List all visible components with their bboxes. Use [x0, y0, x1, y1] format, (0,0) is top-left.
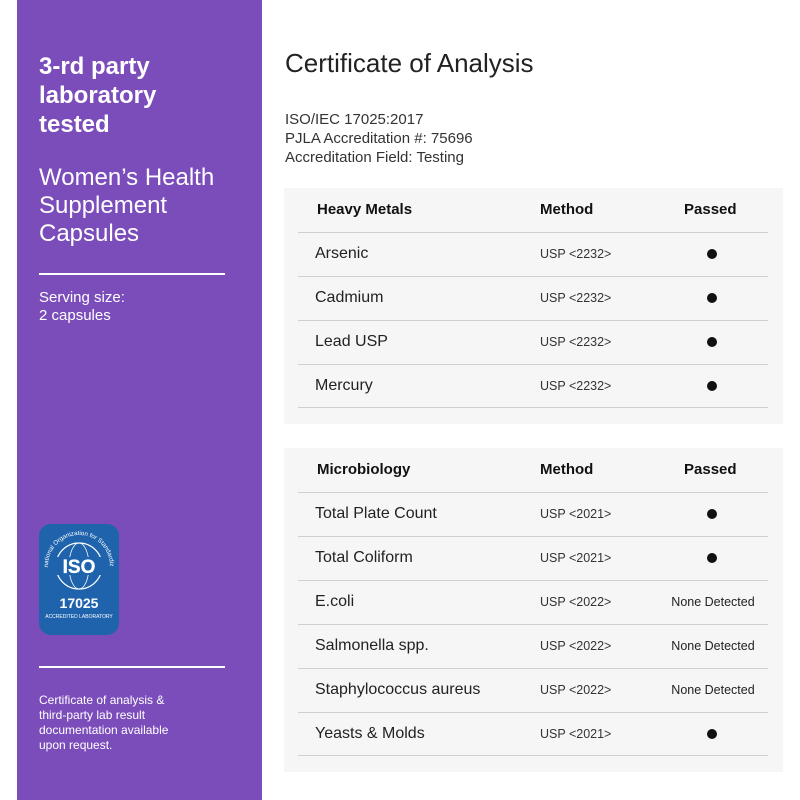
- table-row: [298, 492, 768, 536]
- test-name: Yeasts & Molds: [315, 725, 425, 742]
- test-name: Arsenic: [315, 245, 369, 262]
- serving-line: 2 capsules: [39, 307, 111, 324]
- test-method: USP <2022>: [540, 639, 612, 653]
- test-name: Mercury: [315, 377, 373, 394]
- table-row: [298, 712, 768, 756]
- test-method: USP <2232>: [540, 291, 612, 305]
- heading-line: laboratory: [39, 82, 157, 109]
- serving-line: Serving size:: [39, 289, 125, 306]
- serving-size: [39, 289, 239, 325]
- lab-tested-heading: [39, 52, 254, 139]
- divider: [39, 666, 225, 668]
- test-method: USP <2021>: [540, 727, 612, 741]
- column-header-passed: Passed: [684, 461, 737, 478]
- test-name: Total Coliform: [315, 549, 413, 566]
- test-method: USP <2021>: [540, 551, 612, 565]
- badge-arc-text: national Organization for Standardiz: [42, 529, 116, 568]
- iso-17025-badge: [39, 524, 119, 635]
- iso-badge-graphic: [39, 524, 119, 635]
- column-header-name: Heavy Metals: [317, 201, 413, 218]
- table-row: [298, 624, 768, 668]
- product-line: Supplement: [39, 192, 168, 219]
- table-header: [284, 188, 783, 232]
- product-name: [39, 164, 259, 248]
- table-row: [298, 364, 768, 408]
- test-name: Cadmium: [315, 289, 384, 306]
- column-header-method: Method: [540, 201, 594, 218]
- test-method: USP <2022>: [540, 683, 612, 697]
- badge-number: 17025: [59, 595, 99, 611]
- accreditation-number: PJLA Accreditation #: 75696: [285, 130, 473, 147]
- table-header: [284, 448, 783, 492]
- test-name: Total Plate Count: [315, 505, 437, 522]
- test-name: Lead USP: [315, 333, 388, 350]
- product-line: Women’s Health: [39, 164, 215, 191]
- passed-dot-icon: [707, 381, 717, 391]
- column-header-method: Method: [540, 461, 594, 478]
- passed-result: None Detected: [671, 595, 755, 609]
- table-row: [298, 580, 768, 624]
- passed-result: None Detected: [671, 639, 755, 653]
- product-line: Capsules: [39, 220, 140, 247]
- table-row: [298, 668, 768, 712]
- accreditation-standard: ISO/IEC 17025:2017: [285, 111, 424, 128]
- passed-dot-icon: [707, 729, 717, 739]
- passed-dot-icon: [707, 509, 717, 519]
- accreditation-field: Accreditation Field: Testing: [285, 149, 464, 166]
- passed-dot-icon: [707, 293, 717, 303]
- test-name: Salmonella spp.: [315, 637, 429, 654]
- test-name: E.coli: [315, 593, 355, 610]
- footnote-line: Certificate of analysis &: [39, 693, 165, 707]
- test-method: USP <2021>: [540, 507, 612, 521]
- test-method: USP <2232>: [540, 379, 612, 393]
- footnote: [39, 693, 239, 753]
- table-row: [298, 232, 768, 276]
- table-row: [298, 536, 768, 580]
- passed-dot-icon: [707, 337, 717, 347]
- test-method: USP <2232>: [540, 247, 612, 261]
- test-method: USP <2232>: [540, 335, 612, 349]
- microbiology-table: [284, 448, 783, 772]
- test-method: USP <2022>: [540, 595, 612, 609]
- page-title: Certificate of Analysis: [285, 48, 534, 78]
- footnote-line: third-party lab result: [39, 708, 146, 722]
- iso-logo-text: ISO: [62, 557, 96, 578]
- badge-subtext: ACCREDITED LABORATORY: [45, 614, 113, 620]
- test-name: Staphylococcus aureus: [315, 681, 481, 698]
- passed-dot-icon: [707, 553, 717, 563]
- heading-line: tested: [39, 111, 110, 138]
- table-row: [298, 276, 768, 320]
- passed-result: None Detected: [671, 683, 755, 697]
- footnote-line: documentation available: [39, 723, 169, 737]
- divider: [39, 273, 225, 275]
- table-row: [298, 320, 768, 364]
- heading-line: 3-rd party: [39, 53, 150, 80]
- sidebar: [17, 0, 262, 800]
- footnote-line: upon request.: [39, 738, 113, 752]
- column-header-passed: Passed: [684, 201, 737, 218]
- column-header-name: Microbiology: [317, 461, 411, 478]
- heavy-metals-table: [284, 188, 783, 424]
- passed-dot-icon: [707, 249, 717, 259]
